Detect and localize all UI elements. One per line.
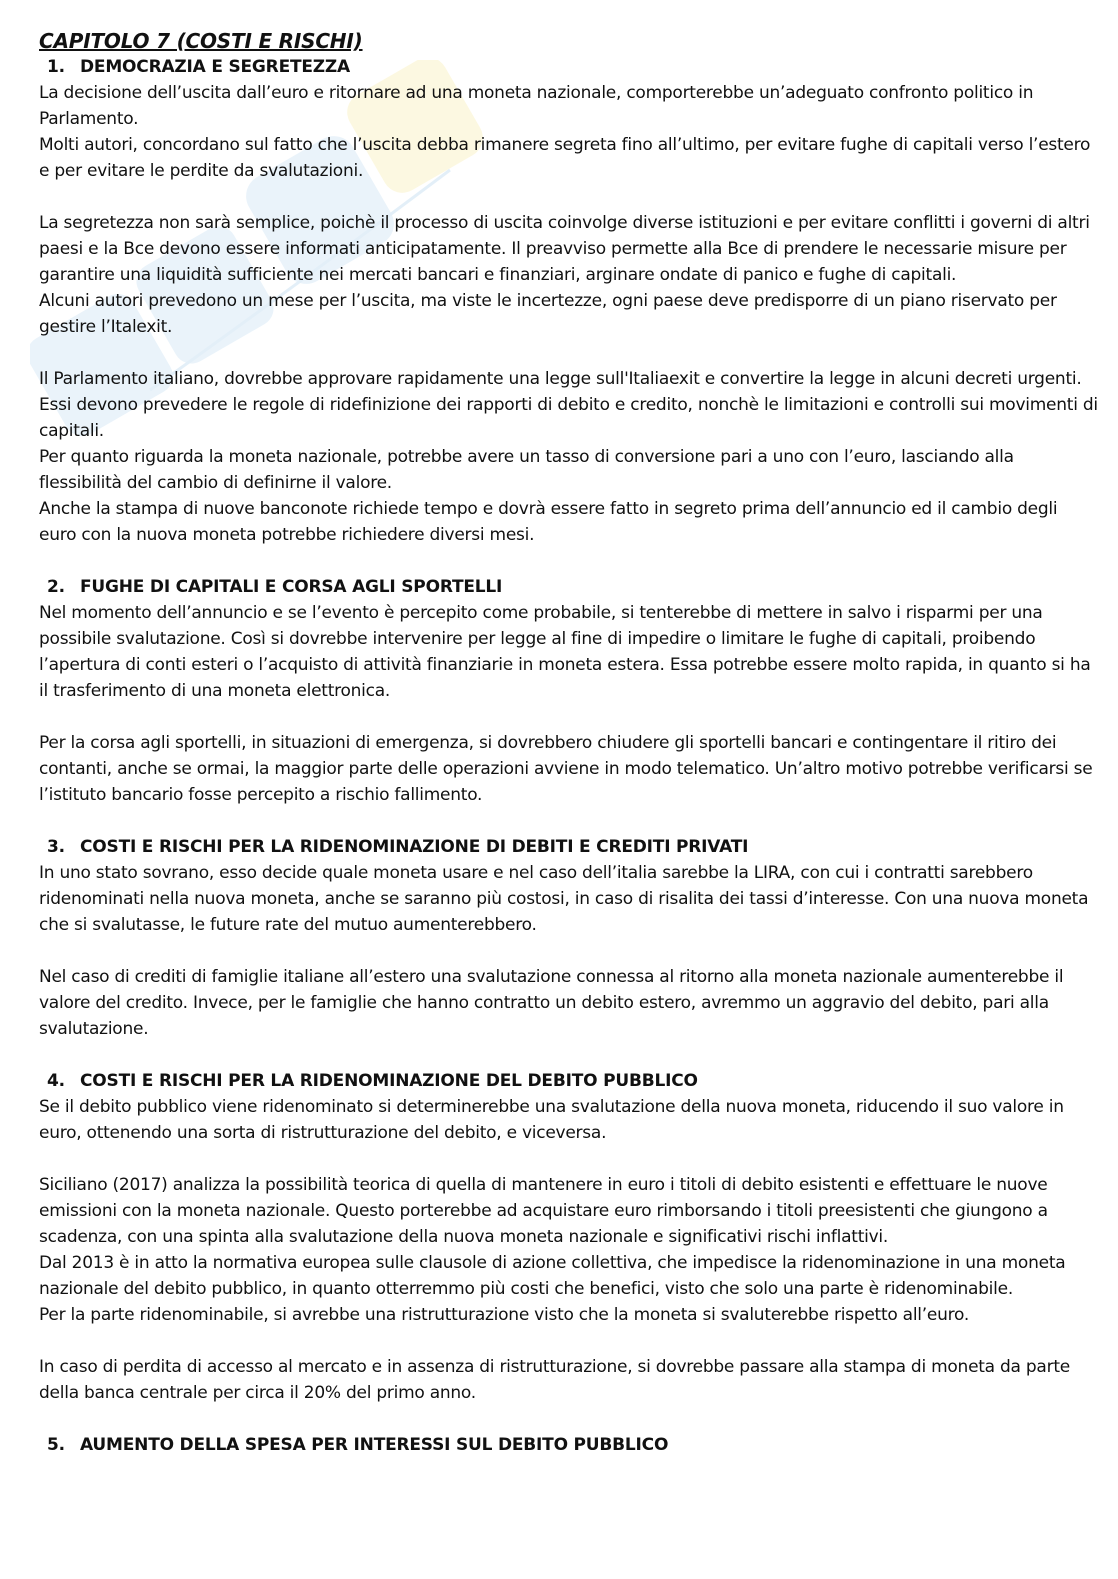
paragraph: Molti autori, concordano sul fatto che l’uscita debba rimanere segreta fino all’ultimo, per evitare fughe di capitali verso l’estero e per evitare le perdite da svalutazioni. <box>39 135 1091 181</box>
paragraph: Anche la stampa di nuove banconote richiede tempo e dovrà essere fatto in segreto prima dell’annuncio ed il cambio degli euro con la nuova moneta potrebbe richiedere diversi mesi. <box>39 499 1058 545</box>
section-number: 4. <box>47 1071 65 1091</box>
section-title: DEMOCRAZIA E SEGRETEZZA <box>80 57 351 77</box>
section-title: AUMENTO DELLA SPESA PER INTERESSI SUL DEBITO PUBBLICO <box>80 1435 669 1455</box>
paragraph: La decisione dell’uscita dall’euro e ritornare ad una moneta nazionale, comporterebbe un’adeguato confronto politico in Parlamento. <box>39 83 1034 129</box>
section-title: FUGHE DI CAPITALI E CORSA AGLI SPORTELLI <box>80 577 503 597</box>
paragraph: Per quanto riguarda la moneta nazionale, potrebbe avere un tasso di conversione pari a uno con l’euro, lasciando alla flessibilità del cambio di definirne il valore. <box>39 447 1014 493</box>
paragraph: In uno stato sovrano, esso decide quale moneta usare e nel caso dell’italia sarebbe la LIRA, con cui i contratti sarebbero ridenominati nella nuova moneta, anche se saranno più costosi, in caso di risalita dei tassi d’interesse. Con una nuova moneta che si svalutasse, le future rate del mutuo aumenterebbero. <box>39 863 1089 935</box>
section-number: 2. <box>47 577 65 597</box>
paragraph: Per la corsa agli sportelli, in situazioni di emergenza, si dovrebbero chiudere gli sportelli bancari e contingentare il ritiro dei contanti, anche se ormai, la maggior parte delle operazioni avviene in modo telematico. Un’altro motivo potrebbe verificarsi se l’istituto bancario fosse percepito a rischio fallimento. <box>39 733 1093 805</box>
section-2 <box>39 574 1099 834</box>
section-1 <box>39 54 1099 574</box>
paragraph: Dal 2013 è in atto la normativa europea sulle clausole di azione collettiva, che impedisce la ridenominazione in una moneta nazionale del debito pubblico, in quanto otterremmo più costi che benefici, visto che solo una parte è ridenominabile. <box>39 1253 1066 1299</box>
section-title: COSTI E RISCHI PER LA RIDENOMINAZIONE DEL DEBITO PUBBLICO <box>80 1071 698 1091</box>
paragraph: Siciliano (2017) analizza la possibilità teorica di quella di mantenere in euro i titoli di debito esistenti e effettuare le nuove emissioni con la moneta nazionale. Questo porterebbe ad acquistare euro rimborsando i titoli preesistenti che giungono a scadenza, con una spinta alla svalutazione della nuova moneta nazionale e significativi rischi inflattivi. <box>39 1175 1048 1247</box>
paragraph: Alcuni autori prevedono un mese per l’uscita, ma viste le incertezze, ogni paese deve predisporre di un piano riservato per gestire l’Italexit. <box>39 291 1057 337</box>
chapter-title: CAPITOLO 7 (COSTI E RISCHI) <box>39 29 363 53</box>
paragraph: La segretezza non sarà semplice, poichè il processo di uscita coinvolge diverse istituzioni e per evitare conflitti i governi di altri paesi e la Bce devono essere informati anticipatamente. Il preavviso permette alla Bce di prendere le necessarie misure per garantire una liquidità sufficiente nei mercati bancari e finanziari, arginare ondate di panico e fughe di capitali. <box>39 213 1090 285</box>
paragraph: Nel momento dell’annuncio e se l’evento è percepito come probabile, si tenterebbe di mettere in salvo i risparmi per una possibile svalutazione. Così si dovrebbe intervenire per legge al fine di impedire o limitare le fughe di capitali, proibendo l’apertura di conti esteri o l’acquisto di attività finanziarie in moneta estera. Essa potrebbe essere molto rapida, in quanto si ha il trasferimento di una moneta elettronica. <box>39 603 1091 701</box>
section-title: COSTI E RISCHI PER LA RIDENOMINAZIONE DI DEBITI E CREDITI PRIVATI <box>80 837 749 857</box>
section-heading <box>39 54 1099 80</box>
paragraph: Nel caso di crediti di famiglie italiane all’estero una svalutazione connessa al ritorno alla moneta nazionale aumenterebbe il valore del credito. Invece, per le famiglie che hanno contratto un debito estero, avremmo un aggravio del debito, pari alla svalutazione. <box>39 967 1064 1039</box>
document-page <box>39 28 1099 1458</box>
section-heading <box>39 834 1099 860</box>
section-4 <box>39 1068 1099 1432</box>
section-heading <box>39 574 1099 600</box>
section-number: 1. <box>47 57 65 77</box>
paragraph: Se il debito pubblico viene ridenominato si determinerebbe una svalutazione della nuova moneta, riducendo il suo valore in euro, ottenendo una sorta di ristrutturazione del debito, e viceversa. <box>39 1097 1064 1143</box>
section-5 <box>39 1432 1099 1458</box>
paragraph: Il Parlamento italiano, dovrebbe approvare rapidamente una legge sull'Italiaexit e convertire la legge in alcuni decreti urgenti. Essi devono prevedere le regole di ridefinizione dei rapporti di debito e credito, nonchè le limitazioni e controlli sui movimenti di capitali. <box>39 369 1098 441</box>
section-heading <box>39 1068 1099 1094</box>
section-heading <box>39 1432 1099 1458</box>
section-number: 3. <box>47 837 65 857</box>
section-number: 5. <box>47 1435 65 1455</box>
section-3 <box>39 834 1099 1068</box>
paragraph: In caso di perdita di accesso al mercato e in assenza di ristrutturazione, si dovrebbe passare alla stampa di moneta da parte della banca centrale per circa il 20% del primo anno. <box>39 1357 1070 1403</box>
paragraph: Per la parte ridenominabile, si avrebbe una ristrutturazione visto che la moneta si svaluterebbe rispetto all’euro. <box>39 1305 970 1325</box>
